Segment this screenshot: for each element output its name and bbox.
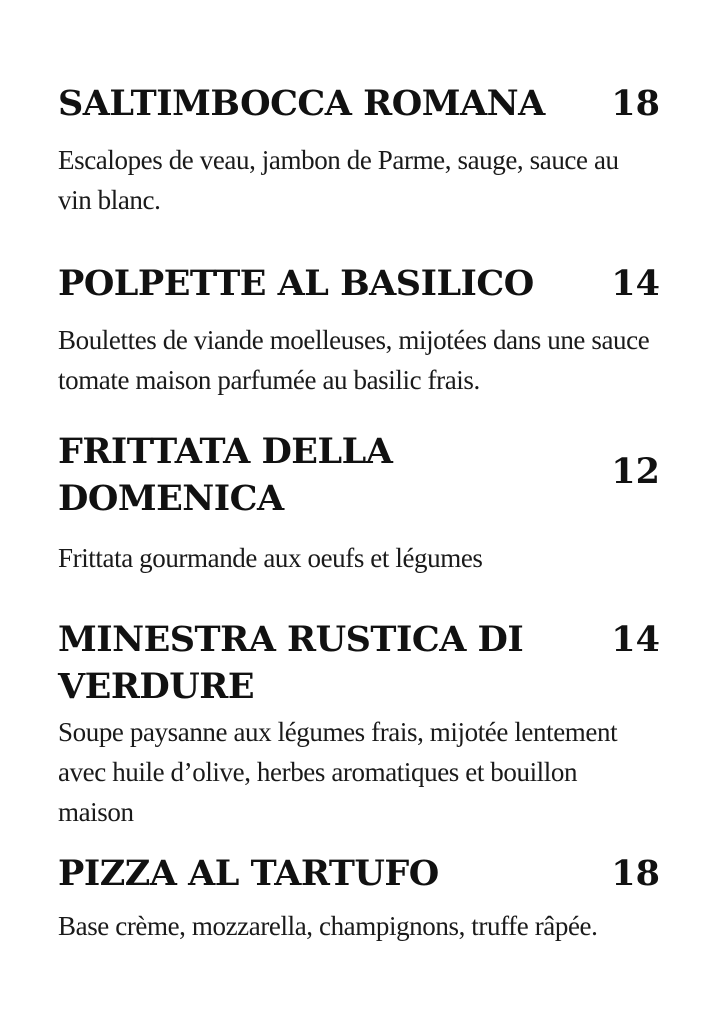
dish-description: Frittata gourmande aux oeufs et légumes — [58, 543, 483, 573]
dish-title: PIZZA AL TARTUFO — [58, 853, 439, 894]
dish-title: POLPETTE AL BASILICO — [58, 263, 534, 304]
dish-price: 12 — [611, 451, 660, 492]
dish-description: Soupe paysanne aux légumes frais, mijotée lentement avec huile d’olive, herbes aromatiques et bouillon maison — [58, 717, 618, 827]
dish-description: Escalopes de veau, jambon de Parme, sauge, sauce au vin blanc. — [58, 145, 619, 215]
dish-price: 18 — [611, 83, 660, 124]
dish-title: FRITTATA DELLA DOMENICA — [58, 431, 393, 519]
dish-title: SALTIMBOCCA ROMANA — [58, 83, 545, 124]
dish-price: 14 — [611, 619, 660, 660]
dish-description: Boulettes de viande moelleuses, mijotées dans une sauce tomate maison parfumée au basilic frais. — [58, 325, 650, 395]
dish-price: 18 — [611, 853, 660, 894]
dish-price: 14 — [611, 263, 660, 304]
dish-title: MINESTRA RUSTICA DI VERDURE — [58, 619, 524, 707]
dish-description: Base crème, mozzarella, champignons, truffe râpée. — [58, 911, 598, 941]
